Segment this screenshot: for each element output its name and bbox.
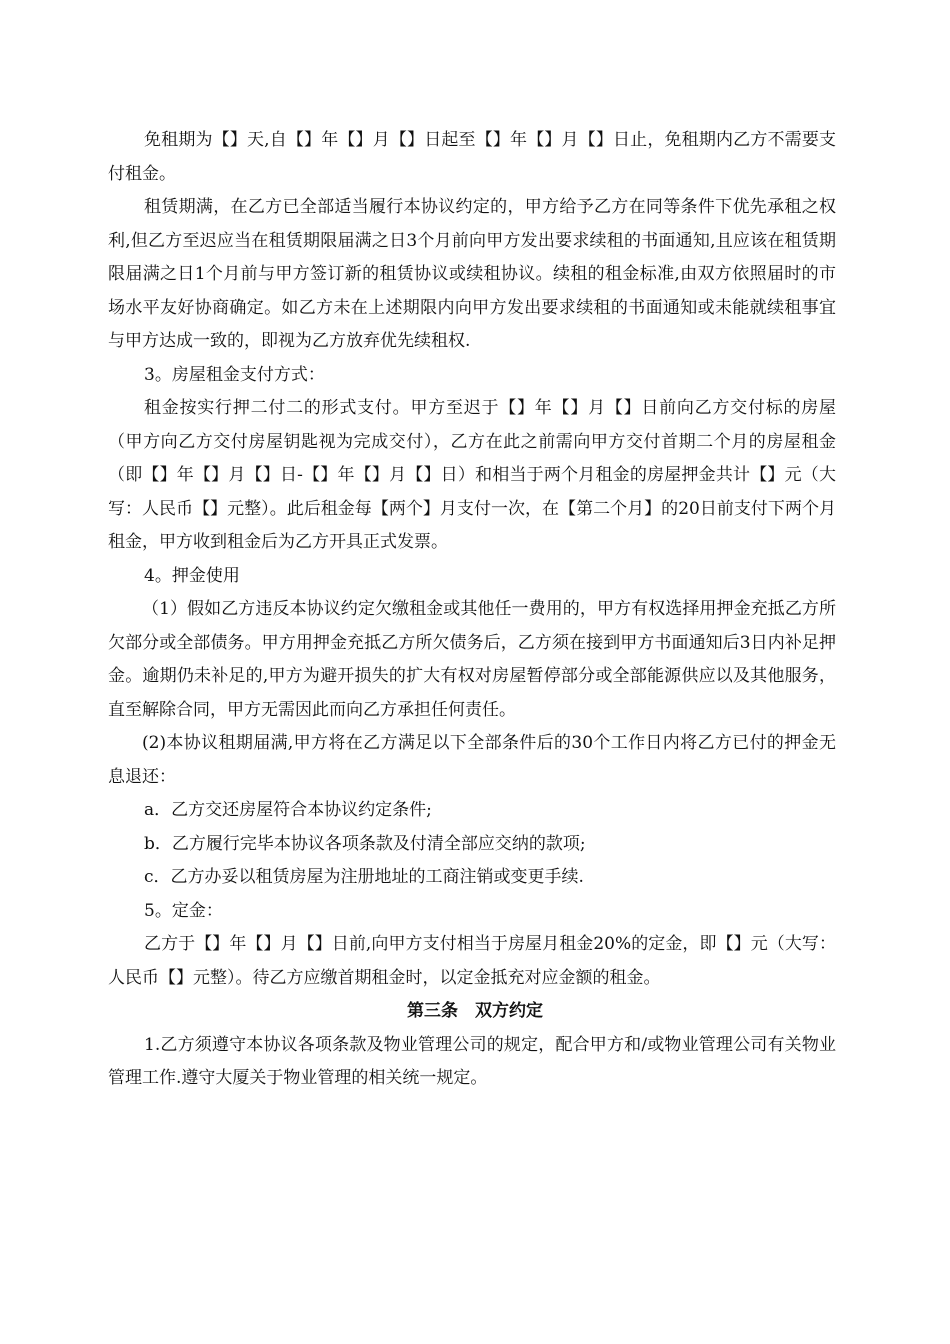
list-item-condition-b: b．乙方履行完毕本协议各项条款及付清全部应交纳的款项; [144, 833, 586, 854]
paragraph-property-rules: 1.乙方须遵守本协议各项条款及物业管理公司的规定，配合甲方和/或物业管理公司有关物业管理工作.遵守大厦关于物业管理的相关统一规定。 [108, 1034, 836, 1088]
paragraph-deposit-clause-2: (2)本协议租期届满,甲方将在乙方满足以下全部条件后的30个工作日内将乙方已付的押金无息退还： [108, 733, 836, 787]
paragraph-earnest: 乙方于【】年【】月【】日前,向甲方支付相当于房屋月租金20%的定金，即【】元（大写：人民币【】元整）。待乙方应缴首期租金时，以定金抵充对应金额的租金。 [108, 934, 836, 988]
paragraph-payment-method-title: 3。房屋租金支付方式： [144, 364, 325, 385]
paragraph-earnest-title: 5。定金： [144, 900, 223, 921]
paragraph-rent-free-period: 免租期为【】天,自【】年【】月【】日起至【】年【】月【】日止，免租期内乙方不需要支付租金。 [108, 130, 836, 184]
paragraph-deposit-clause-1: （1）假如乙方违反本协议约定欠缴租金或其他任一费用的，甲方有权选择用押金充抵乙方所欠部分或全部债务。甲方用押金充抵乙方所欠债务后，乙方须在接到甲方书面通知后3日内补足押金。逾期仍未补足的,甲方为避开损失的扩大有权对房屋暂停部分或全部能源供应以及其他服务，直至解除合同，甲方无需因此而向乙方承担任何责任。 [108, 599, 836, 720]
paragraph-payment-method: 租金按实行押二付二的形式支付。甲方至迟于【】年【】月【】日前向乙方交付标的房屋（甲方向乙方交付房屋钥匙视为完成交付），乙方在此之前需向甲方交付首期二个月的房屋租金（即【】年【】月【】日-【】年【】月【】日）和相当于两个月租金的房屋押金共计【】元（大写：人民币【】元整）。此后租金每【两个】月支付一次，在【第二个月】的20日前支付下两个月租金，甲方收到租金后为乙方开具正式发票。 [108, 398, 836, 552]
paragraph-lease-renewal: 租赁期满，在乙方已全部适当履行本协议约定的，甲方给予乙方在同等条件下优先承租之权利,但乙方至迟应当在租赁期限届满之日3个月前向甲方发出要求续租的书面通知,且应该在租赁期限届满之日1个月前与甲方签订新的租赁协议或续租协议。续租的租金标准,由双方依照届时的市场水平友好协商确定。如乙方未在上述期限内向甲方发出要求续租的书面通知或未能就续租事宜与甲方达成一致的，即视为乙方放弃优先续租权. [108, 197, 836, 351]
document-body [108, 124, 836, 1096]
list-item-condition-a: a．乙方交还房屋符合本协议约定条件; [144, 800, 432, 820]
section-heading: 第三条 双方约定 [407, 1001, 543, 1021]
paragraph-deposit-title: 4。押金使用 [144, 565, 240, 586]
list-item-condition-c: c．乙方办妥以租赁房屋为注册地址的工商注销或变更手续. [144, 867, 584, 887]
